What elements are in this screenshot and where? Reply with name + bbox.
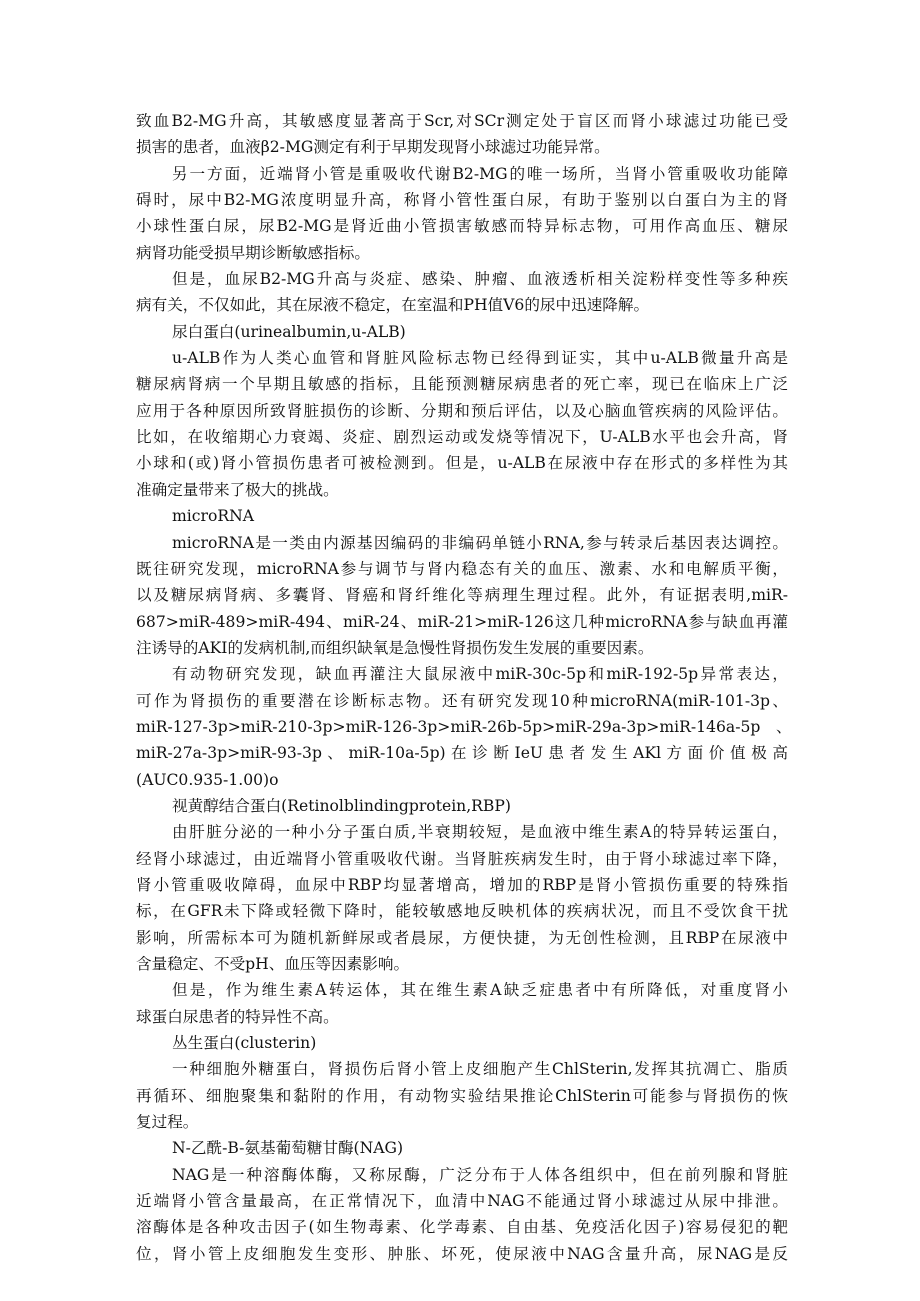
text-line: 溶酶体是各种攻击因子(如生物毒素、化学毒素、自由基、免疫活化因子)容易侵犯的靶	[136, 1218, 788, 1237]
text-line: 近端肾小管含量最高，在正常情况下，血清中NAG不能通过肾小球滤过从尿中排泄。	[136, 1192, 788, 1211]
text-line: N-乙酰-B-氨基葡萄糖甘酶(NAG)	[172, 1139, 404, 1158]
text-line: 但是，作为维生素A转运体，其在维生素A缺乏症患者中有所降低，对重度肾小	[172, 981, 788, 1000]
text-line: 肾小管重吸收障碍，血尿中RBP均显著增高，增加的RBP是肾小管损伤重要的特殊指	[136, 875, 788, 894]
text-line: NAG是一种溶酶体酶，又称尿酶，广泛分布于人体各组织中，但在前列腺和肾脏	[172, 1165, 788, 1184]
text-line: miR-127-3p>miR-210-3p>miR-126-3p>miR-26b-5p>miR-29a-3p>miR-146a-5p 、	[136, 717, 792, 736]
text-line: 标，在GFR未下降或轻微下降时，能较敏感地反映机体的疾病状况，而且不受饮食干扰	[136, 902, 788, 921]
text-line: 丛生蛋白(clusterin)	[172, 1034, 317, 1053]
text-line: microRNA	[172, 507, 254, 526]
text-line: 准确定量带来了极大的挑战。	[136, 480, 339, 499]
text-line: 一种细胞外糖蛋白，肾损伤后肾小管上皮细胞产生ChlSterin,发挥其抗凋亡、脂质	[172, 1060, 788, 1079]
text-line: 小球性蛋白尿，尿B2-MG是肾近曲小管损害敏感而特异标志物，可用作高血压、糖尿	[136, 217, 788, 236]
document-page	[136, 108, 792, 1267]
text-line: 病有关，不仅如此，其在尿液不稳定，在室温和PH值V6的尿中迅速降解。	[136, 296, 650, 315]
text-line: u-ALB作为人类心血管和肾脏风险标志物已经得到证实，其中u-ALB微量升高是	[172, 349, 788, 368]
text-line: 应用于各种原因所致肾脏损伤的诊断、分期和预后评估，以及心脑血管疾病的风险评估。	[136, 401, 788, 420]
text-line: 但是，血尿B2-MG升高与炎症、感染、肿瘤、血液透析相关淀粉样变性等多种疾	[172, 270, 788, 289]
text-line: 影响，所需标本可为随机新鲜尿或者晨尿，方便快捷，为无创性检测，且RBP在尿液中	[136, 928, 788, 947]
text-line: microRNA是一类由内源基因编码的非编码单链小RNA,参与转录后基因表达调控。	[172, 533, 788, 552]
text-line: 由肝脏分泌的一种小分子蛋白质,半衰期较短，是血液中维生素A的特异转运蛋白，	[172, 823, 788, 842]
text-line: 可作为肾损伤的重要潜在诊断标志物。还有研究发现10种microRNA(miR-101-3p、	[136, 691, 788, 710]
text-line: 球蛋白尿患者的特异性不高。	[136, 1007, 339, 1026]
text-line: 比如，在收缩期心力衰竭、炎症、剧烈运动或发烧等情况下，U-ALB水平也会升高，肾	[136, 428, 788, 447]
text-line: 视黄醇结合蛋白(Retinolblindingprotein,RBP)	[172, 796, 511, 815]
text-line: 病肾功能受损早期诊断敏感指标。	[136, 243, 370, 262]
text-line: 损害的患者，血液β2-MG测定有利于早期发现肾小球滤过功能异常。	[136, 138, 610, 157]
text-line: 含量稳定、不受pH、血压等因素影响。	[136, 955, 410, 973]
text-line: 复过程。	[136, 1113, 199, 1132]
text-line: 小球和(或)肾小管损伤患者可被检测到。但是，u-ALB在尿液中存在形式的多样性为其	[136, 454, 788, 473]
text-line: 碍时，尿中B2-MG浓度明显升高，称肾小管性蛋白尿，有助于鉴别以白蛋白为主的肾	[136, 191, 788, 210]
text-line: 尿白蛋白(urinealbumin,u-ALB)	[172, 322, 406, 341]
text-line: 以及糖尿病肾病、多囊肾、肾癌和肾纤维化等病理生理过程。此外，有证据表明,miR-	[136, 586, 788, 605]
text-line: 687>miR-489>miR-494、miR-24、miR-21>miR-126这几种microRNA参与缺血再灌	[136, 612, 788, 631]
text-line: 糖尿病肾病一个早期且敏感的指标，且能预测糖尿病患者的死亡率，现已在临床上广泛	[136, 375, 788, 394]
text-line: (AUC0.935-1.00)o	[136, 770, 279, 789]
text-line: 经肾小球滤过，由近端肾小管重吸收代谢。当肾脏疾病发生时，由于肾小球滤过率下降，	[136, 849, 788, 868]
text-line: 有动物研究发现，缺血再灌注大鼠尿液中miR-30c-5p和miR-192-5p异常表达，	[172, 665, 788, 684]
text-line: 再循环、细胞聚集和黏附的作用，有动物实验结果推论ChlSterin可能参与肾损伤的恢	[136, 1086, 788, 1105]
text-line: miR-27a-3p>miR-93-3p 、 miR-10a-5p) 在 诊 断 IeU 患 者 发 生 AKl 方 面 价 值 极 高	[136, 744, 788, 763]
text-line: 既往研究发现，microRNA参与调节与肾内稳态有关的血压、激素、水和电解质平衡，	[136, 559, 788, 578]
text-line: 注诱导的AKI的发病机制,而组织缺氧是急慢性肾损伤发生发展的重要因素。	[136, 638, 654, 657]
text-line: 致血B2-MG升高，其敏感度显著高于Scr,对SCr测定处于盲区而肾小球滤过功能已受	[136, 112, 788, 130]
text-line: 另一方面，近端肾小管是重吸收代谢B2-MG的唯一场所，当肾小管重吸收功能障	[172, 164, 788, 183]
text-line: 位，肾小管上皮细胞发生变形、肿胀、坏死，使尿液中NAG含量升高，尿NAG是反	[136, 1244, 788, 1263]
